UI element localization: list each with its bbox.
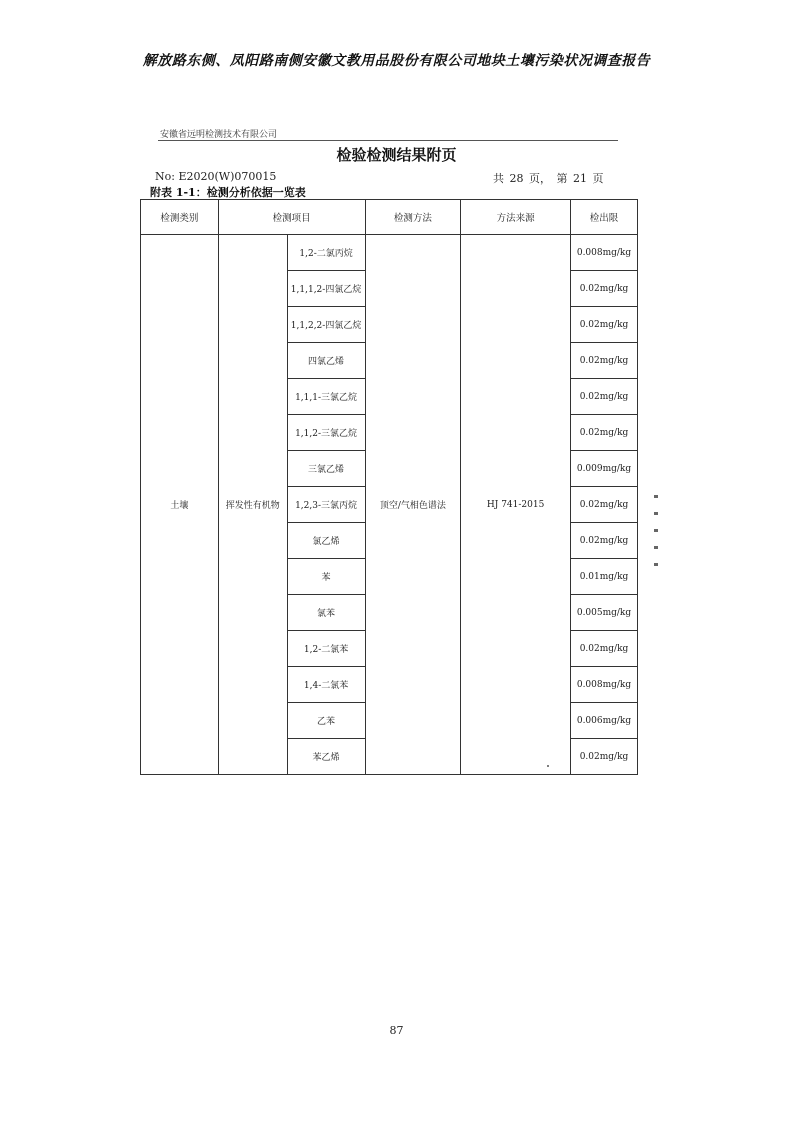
item-cell: 1,1,2,2-四氯乙烷: [287, 307, 365, 343]
limit-cell: 0.01mg/kg: [571, 559, 638, 595]
item-cell: 1,4-二氯苯: [287, 667, 365, 703]
limit-cell: 0.02mg/kg: [571, 379, 638, 415]
item-cell: 四氯乙烯: [287, 343, 365, 379]
item-cell: 1,1,2-三氯乙烷: [287, 415, 365, 451]
limit-cell: 0.02mg/kg: [571, 631, 638, 667]
item-cell: 1,1,1-三氯乙烷: [287, 379, 365, 415]
item-cell: 氯苯: [287, 595, 365, 631]
item-cell: 乙苯: [287, 703, 365, 739]
page-number: 87: [389, 1024, 404, 1037]
limit-cell: 0.009mg/kg: [571, 451, 638, 487]
item-cell: 1,1,1,2-四氯乙烷: [287, 271, 365, 307]
item-cell: 氯乙烯: [287, 523, 365, 559]
limit-cell: 0.02mg/kg: [571, 487, 638, 523]
header-limit: 检出限: [571, 200, 638, 235]
category-cell: 土壤: [141, 235, 219, 775]
report-header-title: 解放路东侧、凤阳路南侧安徽文教用品股份有限公司地块土壤污染状况调查报告: [142, 53, 651, 69]
item-cell: 苯乙烯: [287, 739, 365, 775]
report-number: No: E2020(W)070015: [155, 170, 277, 183]
company-underline: [158, 140, 618, 141]
limit-cell: 0.02mg/kg: [571, 307, 638, 343]
item-cell: 三氯乙烯: [287, 451, 365, 487]
item-cell: 1,2,3-三氯丙烷: [287, 487, 365, 523]
limit-cell: 0.02mg/kg: [571, 415, 638, 451]
method-cell: 顶空/气相色谱法: [365, 235, 461, 775]
header-method: 检测方法: [365, 200, 461, 235]
header-item: 检测项目: [218, 200, 365, 235]
table-row: [141, 235, 638, 271]
item-cell: 1,2-二氯丙烷: [287, 235, 365, 271]
analysis-basis-table: [140, 199, 638, 775]
item-cell: 1,2-二氯苯: [287, 631, 365, 667]
table-body: [141, 235, 638, 775]
limit-cell: 0.02mg/kg: [571, 343, 638, 379]
document-title: 检验检测结果附页: [336, 146, 457, 164]
limit-cell: 0.02mg/kg: [571, 271, 638, 307]
group-cell: 挥发性有机物: [218, 235, 287, 775]
source-cell: HJ 741-2015: [461, 235, 571, 775]
limit-cell: 0.005mg/kg: [571, 595, 638, 631]
header-source: 方法来源: [461, 200, 571, 235]
page-info: 共 28 页， 第 21 页: [493, 172, 604, 185]
table-subtitle: 附表 1-1：检测分析依据一览表: [150, 186, 306, 199]
limit-cell: 0.02mg/kg: [571, 523, 638, 559]
limit-cell: 0.008mg/kg: [571, 667, 638, 703]
limit-cell: 0.006mg/kg: [571, 703, 638, 739]
item-cell: 苯: [287, 559, 365, 595]
header-category: 检测类别: [141, 200, 219, 235]
limit-cell: 0.008mg/kg: [571, 235, 638, 271]
limit-cell: 0.02mg/kg: [571, 739, 638, 775]
company-name: 安徽省远明检测技术有限公司: [160, 130, 278, 140]
table-header-row: [141, 200, 638, 235]
scan-dot: [547, 765, 549, 767]
margin-scan-marks: [652, 495, 660, 590]
